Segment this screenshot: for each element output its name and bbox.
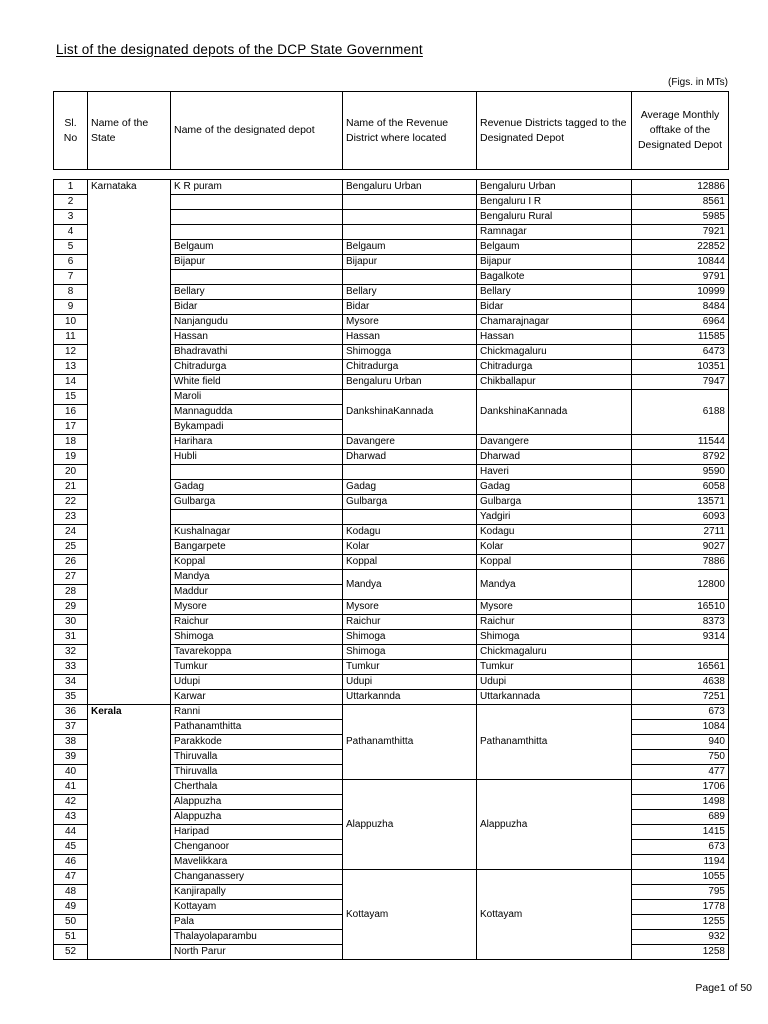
depot-cell: Changanassery <box>171 870 343 885</box>
tagged-district-cell: Pathanamthitta <box>477 705 632 780</box>
sl-no-cell: 46 <box>54 855 88 870</box>
depot-cell: Karwar <box>171 690 343 705</box>
avg-offtake-cell: 8792 <box>632 450 729 465</box>
tagged-district-cell: Alappuzha <box>477 780 632 870</box>
sl-no-cell: 40 <box>54 765 88 780</box>
sl-no-cell: 28 <box>54 585 88 600</box>
tagged-district-cell: Uttarkannada <box>477 690 632 705</box>
avg-offtake-cell: 9314 <box>632 630 729 645</box>
tagged-district-cell: Gulbarga <box>477 495 632 510</box>
tagged-district-cell: Bagalkote <box>477 270 632 285</box>
depot-cell: North Parur <box>171 945 343 960</box>
state-cell: Kerala <box>88 705 171 960</box>
avg-offtake-cell: 9791 <box>632 270 729 285</box>
document-title: List of the designated depots of the DCP State Government <box>56 42 423 57</box>
sl-no-cell: 26 <box>54 555 88 570</box>
tagged-district-cell: Bidar <box>477 300 632 315</box>
sl-no-cell: 8 <box>54 285 88 300</box>
sl-no-cell: 21 <box>54 480 88 495</box>
avg-offtake-cell: 11585 <box>632 330 729 345</box>
avg-offtake-cell: 1084 <box>632 720 729 735</box>
avg-offtake-cell: 7947 <box>632 375 729 390</box>
depot-cell <box>171 510 343 525</box>
avg-offtake-cell: 1194 <box>632 855 729 870</box>
depot-cell: Bangarpete <box>171 540 343 555</box>
avg-offtake-cell: 8484 <box>632 300 729 315</box>
avg-offtake-cell: 4638 <box>632 675 729 690</box>
sl-no-cell: 52 <box>54 945 88 960</box>
avg-offtake-cell: 940 <box>632 735 729 750</box>
depot-cell <box>171 225 343 240</box>
tagged-district-cell: Belgaum <box>477 240 632 255</box>
sl-no-cell: 30 <box>54 615 88 630</box>
depot-cell: Bellary <box>171 285 343 300</box>
avg-offtake-cell: 7921 <box>632 225 729 240</box>
revenue-district-cell: Belgaum <box>343 240 477 255</box>
depot-cell: Shimoga <box>171 630 343 645</box>
avg-offtake-cell: 8373 <box>632 615 729 630</box>
avg-offtake-cell: 750 <box>632 750 729 765</box>
tagged-district-cell: Gadag <box>477 480 632 495</box>
sl-no-cell: 15 <box>54 390 88 405</box>
sl-no-cell: 9 <box>54 300 88 315</box>
depot-cell: Tumkur <box>171 660 343 675</box>
header-avg-offtake: Average Monthly offtake of the Designated Depot <box>632 92 729 170</box>
revenue-district-cell: Mandya <box>343 570 477 600</box>
sl-no-cell: 6 <box>54 255 88 270</box>
tagged-district-cell: Kolar <box>477 540 632 555</box>
tagged-district-cell: Mandya <box>477 570 632 600</box>
tagged-district-cell: Chikballapur <box>477 375 632 390</box>
units-note: (Figs. in MTs) <box>668 77 728 88</box>
sl-no-cell: 12 <box>54 345 88 360</box>
depot-cell: Mavelikkara <box>171 855 343 870</box>
depot-cell: Belgaum <box>171 240 343 255</box>
tagged-district-cell: Bengaluru Rural <box>477 210 632 225</box>
depot-cell: K R puram <box>171 180 343 195</box>
sl-no-cell: 14 <box>54 375 88 390</box>
avg-offtake-cell: 477 <box>632 765 729 780</box>
sl-no-cell: 22 <box>54 495 88 510</box>
avg-offtake-cell: 1498 <box>632 795 729 810</box>
depot-cell: Tavarekoppa <box>171 645 343 660</box>
header-state: Name of the State <box>88 92 171 170</box>
avg-offtake-cell: 16510 <box>632 600 729 615</box>
sl-no-cell: 18 <box>54 435 88 450</box>
sl-no-cell: 10 <box>54 315 88 330</box>
tagged-district-cell: Kodagu <box>477 525 632 540</box>
avg-offtake-cell: 13571 <box>632 495 729 510</box>
header-depot: Name of the designated depot <box>171 92 343 170</box>
avg-offtake-cell: 6188 <box>632 390 729 435</box>
revenue-district-cell: Kolar <box>343 540 477 555</box>
header-tagged-districts: Revenue Districts tagged to the Designated Depot <box>477 92 632 170</box>
sl-no-cell: 27 <box>54 570 88 585</box>
avg-offtake-cell: 10844 <box>632 255 729 270</box>
revenue-district-cell: Udupi <box>343 675 477 690</box>
avg-offtake-cell: 7886 <box>632 555 729 570</box>
revenue-district-cell <box>343 195 477 210</box>
sl-no-cell: 32 <box>54 645 88 660</box>
depot-cell: Kanjirapally <box>171 885 343 900</box>
avg-offtake-cell: 22852 <box>632 240 729 255</box>
depot-cell: Koppal <box>171 555 343 570</box>
avg-offtake-cell <box>632 645 729 660</box>
depot-cell: Thiruvalla <box>171 765 343 780</box>
avg-offtake-cell: 11544 <box>632 435 729 450</box>
sl-no-cell: 38 <box>54 735 88 750</box>
avg-offtake-cell: 689 <box>632 810 729 825</box>
sl-no-cell: 33 <box>54 660 88 675</box>
sl-no-cell: 1 <box>54 180 88 195</box>
depot-cell: Harihara <box>171 435 343 450</box>
sl-no-cell: 48 <box>54 885 88 900</box>
avg-offtake-cell: 673 <box>632 705 729 720</box>
revenue-district-cell: Shimogga <box>343 345 477 360</box>
depot-cell: Bhadravathi <box>171 345 343 360</box>
avg-offtake-cell: 9590 <box>632 465 729 480</box>
avg-offtake-cell: 1778 <box>632 900 729 915</box>
table-header <box>53 91 729 170</box>
avg-offtake-cell: 2711 <box>632 525 729 540</box>
sl-no-cell: 34 <box>54 675 88 690</box>
depot-cell: Nanjangudu <box>171 315 343 330</box>
revenue-district-cell: Bengaluru Urban <box>343 375 477 390</box>
sl-no-cell: 25 <box>54 540 88 555</box>
depot-cell: Bijapur <box>171 255 343 270</box>
table-body <box>54 180 729 960</box>
revenue-district-cell: Davangere <box>343 435 477 450</box>
depot-cell: White field <box>171 375 343 390</box>
depot-cell: Thiruvalla <box>171 750 343 765</box>
avg-offtake-cell: 12886 <box>632 180 729 195</box>
avg-offtake-cell: 5985 <box>632 210 729 225</box>
sl-no-cell: 24 <box>54 525 88 540</box>
avg-offtake-cell: 10999 <box>632 285 729 300</box>
depot-cell: Ranni <box>171 705 343 720</box>
depot-cell <box>171 195 343 210</box>
sl-no-cell: 44 <box>54 825 88 840</box>
avg-offtake-cell: 1055 <box>632 870 729 885</box>
revenue-district-cell <box>343 210 477 225</box>
depot-cell: Bidar <box>171 300 343 315</box>
tagged-district-cell: Koppal <box>477 555 632 570</box>
depot-cell: Mannagudda <box>171 405 343 420</box>
tagged-district-cell: Haveri <box>477 465 632 480</box>
avg-offtake-cell: 6058 <box>632 480 729 495</box>
tagged-district-cell: Chickmagaluru <box>477 345 632 360</box>
depot-cell <box>171 210 343 225</box>
avg-offtake-cell: 7251 <box>632 690 729 705</box>
sl-no-cell: 49 <box>54 900 88 915</box>
depot-cell <box>171 465 343 480</box>
revenue-district-cell: Bijapur <box>343 255 477 270</box>
tagged-district-cell: Mysore <box>477 600 632 615</box>
depot-cell: Pala <box>171 915 343 930</box>
depot-cell: Kushalnagar <box>171 525 343 540</box>
revenue-district-cell: Mysore <box>343 600 477 615</box>
sl-no-cell: 39 <box>54 750 88 765</box>
depot-cell: Mandya <box>171 570 343 585</box>
sl-no-cell: 19 <box>54 450 88 465</box>
sl-no-cell: 41 <box>54 780 88 795</box>
sl-no-cell: 29 <box>54 600 88 615</box>
tagged-district-cell: Udupi <box>477 675 632 690</box>
tagged-district-cell: Bellary <box>477 285 632 300</box>
sl-no-cell: 17 <box>54 420 88 435</box>
depot-cell: Chenganoor <box>171 840 343 855</box>
revenue-district-cell: DankshinaKannada <box>343 390 477 435</box>
depot-cell: Maroli <box>171 390 343 405</box>
depot-cell: Cherthala <box>171 780 343 795</box>
revenue-district-cell: Shimoga <box>343 645 477 660</box>
tagged-district-cell: Hassan <box>477 330 632 345</box>
tagged-district-cell: Dharwad <box>477 450 632 465</box>
avg-offtake-cell: 795 <box>632 885 729 900</box>
tagged-district-cell: Bengaluru I R <box>477 195 632 210</box>
depot-cell: Raichur <box>171 615 343 630</box>
sl-no-cell: 2 <box>54 195 88 210</box>
sl-no-cell: 37 <box>54 720 88 735</box>
depot-cell: Mysore <box>171 600 343 615</box>
avg-offtake-cell: 1255 <box>632 915 729 930</box>
revenue-district-cell: Alappuzha <box>343 780 477 870</box>
tagged-district-cell: Chamarajnagar <box>477 315 632 330</box>
depot-cell: Maddur <box>171 585 343 600</box>
revenue-district-cell: Uttarkannda <box>343 690 477 705</box>
sl-no-cell: 13 <box>54 360 88 375</box>
tagged-district-cell: Bengaluru Urban <box>477 180 632 195</box>
revenue-district-cell <box>343 465 477 480</box>
sl-no-cell: 35 <box>54 690 88 705</box>
sl-no-cell: 42 <box>54 795 88 810</box>
tagged-district-cell: Chickmagaluru <box>477 645 632 660</box>
revenue-district-cell: Bellary <box>343 285 477 300</box>
header-revenue-district: Name of the Revenue District where located <box>343 92 477 170</box>
depot-cell: Alappuzha <box>171 810 343 825</box>
revenue-district-cell <box>343 510 477 525</box>
revenue-district-cell: Hassan <box>343 330 477 345</box>
revenue-district-cell <box>343 225 477 240</box>
avg-offtake-cell: 12800 <box>632 570 729 600</box>
sl-no-cell: 36 <box>54 705 88 720</box>
revenue-district-cell: Shimoga <box>343 630 477 645</box>
tagged-district-cell: Ramnagar <box>477 225 632 240</box>
revenue-district-cell: Raichur <box>343 615 477 630</box>
sl-no-cell: 43 <box>54 810 88 825</box>
avg-offtake-cell: 6964 <box>632 315 729 330</box>
tagged-district-cell: Tumkur <box>477 660 632 675</box>
revenue-district-cell <box>343 270 477 285</box>
sl-no-cell: 11 <box>54 330 88 345</box>
depot-cell: Chitradurga <box>171 360 343 375</box>
revenue-district-cell: Tumkur <box>343 660 477 675</box>
tagged-district-cell: Yadgiri <box>477 510 632 525</box>
tagged-district-cell: Raichur <box>477 615 632 630</box>
revenue-district-cell: Gadag <box>343 480 477 495</box>
sl-no-cell: 50 <box>54 915 88 930</box>
avg-offtake-cell: 932 <box>632 930 729 945</box>
depot-table <box>53 179 729 960</box>
depot-cell: Alappuzha <box>171 795 343 810</box>
page-number: Page1 of 50 <box>695 982 752 994</box>
tagged-district-cell: Shimoga <box>477 630 632 645</box>
depot-cell <box>171 270 343 285</box>
sl-no-cell: 31 <box>54 630 88 645</box>
sl-no-cell: 47 <box>54 870 88 885</box>
tagged-district-cell: DankshinaKannada <box>477 390 632 435</box>
depot-cell: Haripad <box>171 825 343 840</box>
sl-no-cell: 4 <box>54 225 88 240</box>
revenue-district-cell: Bidar <box>343 300 477 315</box>
sl-no-cell: 16 <box>54 405 88 420</box>
avg-offtake-cell: 6093 <box>632 510 729 525</box>
avg-offtake-cell: 16561 <box>632 660 729 675</box>
revenue-district-cell: Koppal <box>343 555 477 570</box>
avg-offtake-cell: 9027 <box>632 540 729 555</box>
revenue-district-cell: Dharwad <box>343 450 477 465</box>
header-sl-no: Sl. No <box>54 92 88 170</box>
tagged-district-cell: Davangere <box>477 435 632 450</box>
revenue-district-cell: Chitradurga <box>343 360 477 375</box>
revenue-district-cell: Bengaluru Urban <box>343 180 477 195</box>
sl-no-cell: 45 <box>54 840 88 855</box>
avg-offtake-cell: 1415 <box>632 825 729 840</box>
tagged-district-cell: Chitradurga <box>477 360 632 375</box>
depot-cell: Gadag <box>171 480 343 495</box>
table-row <box>54 705 729 720</box>
depot-cell: Bykampadi <box>171 420 343 435</box>
depot-cell: Hassan <box>171 330 343 345</box>
depot-cell: Pathanamthitta <box>171 720 343 735</box>
depot-cell: Hubli <box>171 450 343 465</box>
sl-no-cell: 51 <box>54 930 88 945</box>
revenue-district-cell: Mysore <box>343 315 477 330</box>
revenue-district-cell: Gulbarga <box>343 495 477 510</box>
avg-offtake-cell: 10351 <box>632 360 729 375</box>
revenue-district-cell: Kottayam <box>343 870 477 960</box>
revenue-district-cell: Kodagu <box>343 525 477 540</box>
avg-offtake-cell: 6473 <box>632 345 729 360</box>
depot-cell: Gulbarga <box>171 495 343 510</box>
avg-offtake-cell: 1706 <box>632 780 729 795</box>
depot-cell: Parakkode <box>171 735 343 750</box>
sl-no-cell: 5 <box>54 240 88 255</box>
revenue-district-cell: Pathanamthitta <box>343 705 477 780</box>
tagged-district-cell: Kottayam <box>477 870 632 960</box>
sl-no-cell: 3 <box>54 210 88 225</box>
sl-no-cell: 23 <box>54 510 88 525</box>
table-row <box>54 180 729 195</box>
avg-offtake-cell: 673 <box>632 840 729 855</box>
avg-offtake-cell: 8561 <box>632 195 729 210</box>
tagged-district-cell: Bijapur <box>477 255 632 270</box>
avg-offtake-cell: 1258 <box>632 945 729 960</box>
depot-cell: Udupi <box>171 675 343 690</box>
sl-no-cell: 7 <box>54 270 88 285</box>
state-cell: Karnataka <box>88 180 171 705</box>
depot-cell: Thalayolaparambu <box>171 930 343 945</box>
sl-no-cell: 20 <box>54 465 88 480</box>
depot-cell: Kottayam <box>171 900 343 915</box>
